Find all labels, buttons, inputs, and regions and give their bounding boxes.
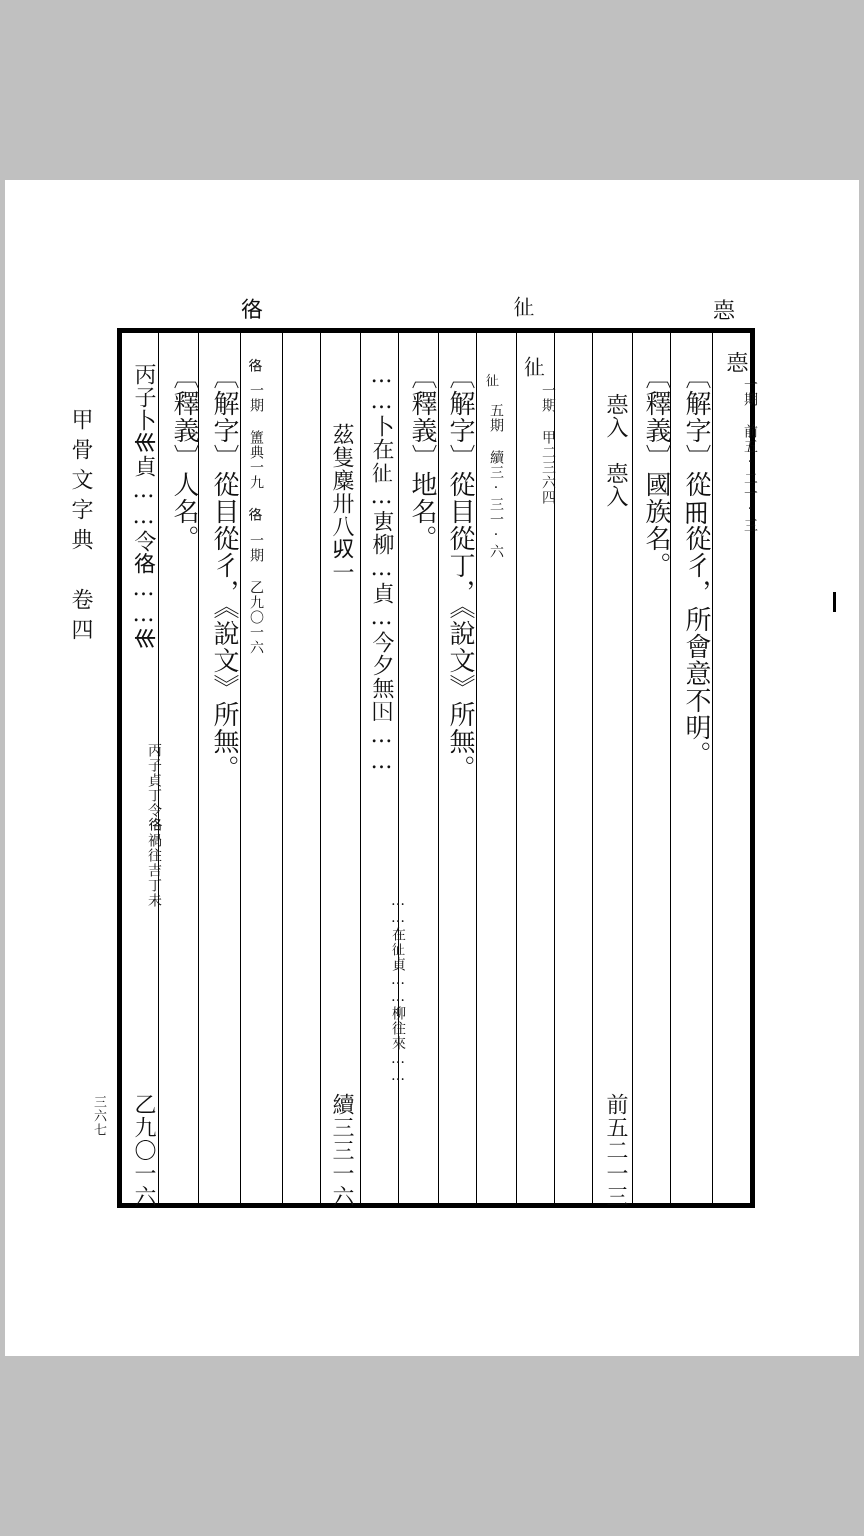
entry3-jiezi: 〔解字〕從目從彳，《說文》所無。 xyxy=(209,363,239,782)
entry3-form2-source: 一期 乙九〇一六 xyxy=(248,533,264,655)
entry3-shiyi: 〔釋義〕人名。 xyxy=(169,363,199,552)
entry2-shiyi: 〔釋義〕地名。 xyxy=(407,363,437,552)
entry1-form-source: 一期 前五·二一·三 xyxy=(742,377,758,533)
entry2-jiezi: 〔解字〕從目從丁，《說文》所無。 xyxy=(445,363,475,782)
entry2-form1: 𢓊 xyxy=(521,355,546,378)
entry1-shiyi: 〔釋義〕國族名。 xyxy=(641,363,671,579)
book-title: 甲骨文字典 卷四 xyxy=(68,408,93,648)
entry3-form2: 𢓜 xyxy=(246,508,262,523)
page-number: 三六七 xyxy=(91,1095,106,1137)
entry3-form1: 𢓜 xyxy=(246,359,262,374)
entry2-example: ……卜在𢓊…叀柳…貞…今夕無𡆥…… xyxy=(369,363,394,775)
entry1-form: 𢛳 xyxy=(723,351,748,374)
entry1-example: 𢛳入 𢛳入 xyxy=(603,393,628,508)
entry2-form1-source: 一期 甲二三六四 xyxy=(540,383,556,505)
entry2-example-note: ……在𢓊貞……柳往來…… xyxy=(390,893,406,1085)
entry3-example-note: 丙子貞丁令𢓜禍往吉丁未 xyxy=(146,743,162,908)
entry3-form1-source: 一期 簠典一九 xyxy=(248,383,264,490)
content-frame xyxy=(117,328,758,1208)
entry1-example-ref: 前五二一三 xyxy=(603,1093,628,1208)
page-edge-marker xyxy=(833,592,836,612)
entry2-form2: 𢓊 xyxy=(484,373,500,388)
entry2-form2-source: 五期 續三·三一·六 xyxy=(488,403,504,559)
header-glyph-left: 𢓜 xyxy=(241,298,264,323)
entry3-example: 丙子卜𡿧貞……令𢓜……𡿧 xyxy=(131,363,156,651)
document-page xyxy=(5,180,859,1356)
entry3-example-ref: 乙九〇一六 xyxy=(131,1093,156,1208)
entry2-example-ref: 續三三一六 xyxy=(329,1093,354,1208)
entry2-example-ref2: 茲隻麋卅八𠬞一 xyxy=(329,423,354,584)
header-glyph-right: 𢛳 xyxy=(713,299,736,324)
entry1-jiezi: 〔解字〕從𠕁從彳，所會意不明。 xyxy=(681,363,711,768)
header-glyph-middle: 𢓊 xyxy=(513,296,536,321)
